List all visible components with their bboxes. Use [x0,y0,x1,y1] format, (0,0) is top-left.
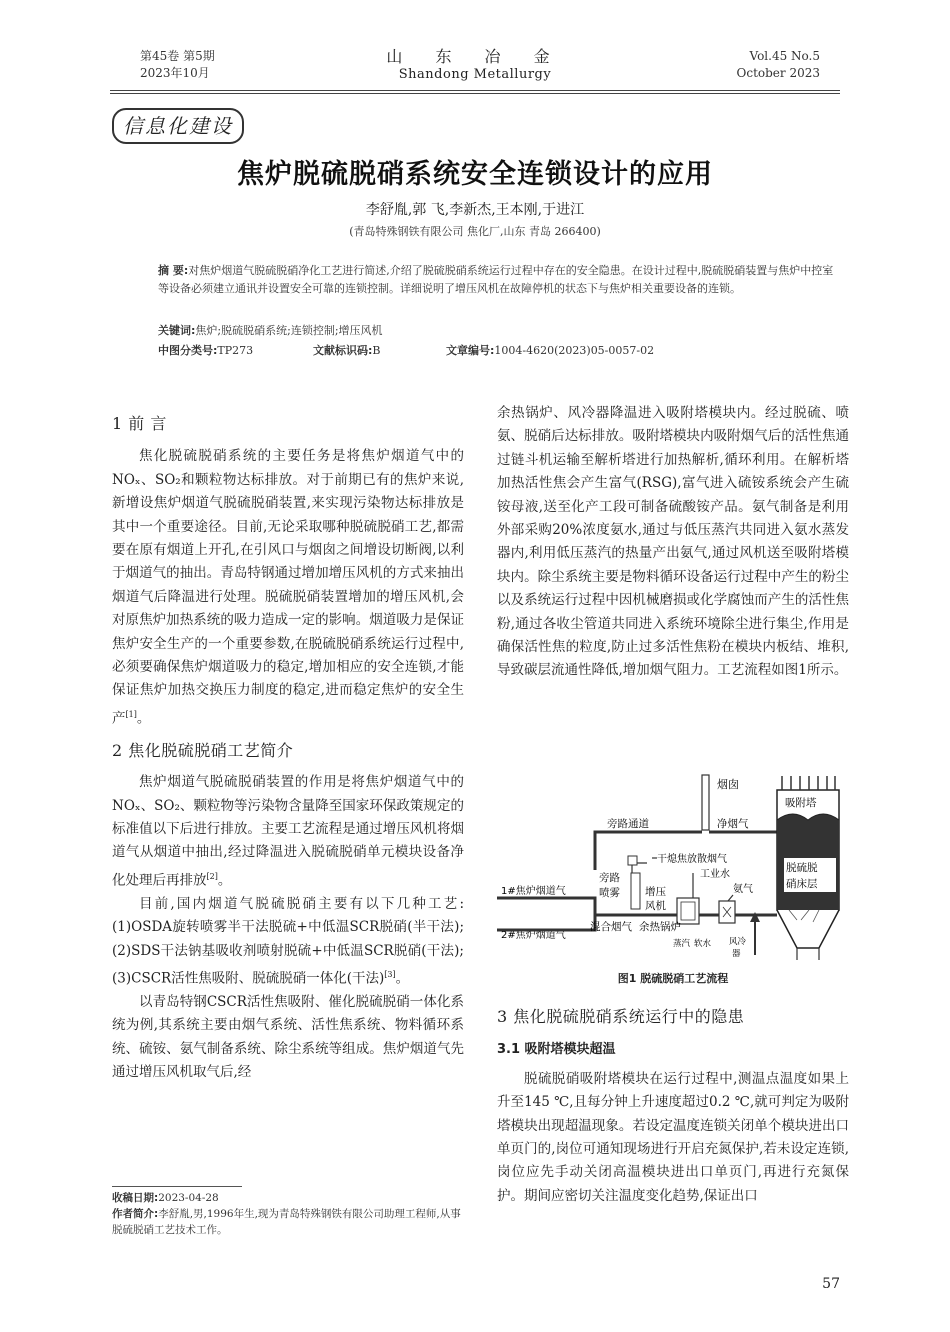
article-number-value: 1004-4620(2023)05-0057-02 [494,344,655,357]
section-3-paragraph: 脱硫脱硝吸附塔模块在运行过程中,测温点温度如果上升至145 ℃,且每分钟上升速度超过0.2 ℃,就可判定为吸附塔模块出现超温现象。若设定温度连锁关闭单个模块进出口单页门的,岗位可通知现场进行开启充氮保护,若未设定连锁,岗位应先手动关闭高温模块进出口单页门,再进行充氮保护。期间应密切关注温度变化趋势,保证出口 [497,1070,849,1204]
clc-label: 中图分类号: [158,344,218,357]
abstract [158,262,838,298]
mixed-gas-label: 混合烟气 [590,921,632,933]
adsorber-label: 吸附塔 [785,797,817,809]
author-bio-label: 作者简介: [112,1208,159,1220]
header-left [140,48,215,82]
industrial-water-label: 工业水 [700,869,730,880]
issue-date: 2023年10月 [140,66,210,80]
coke-bed-label-1: 脱硫脱 [786,862,818,874]
right-paragraph-1: 余热锅炉、风冷器降温进入吸附塔模块内。经过脱硫、喷氨、脱硝后达标排放。吸附塔模块内吸附烟气后的活性焦通过链斗机运输至解析塔进行加热解析,循环利用。在解析塔加热活性焦会产生富气(RSG),富气进入硫铵系统会产生硫铵母液,送至化产工段可制备硫酸铵产品。氨气制备是利用外部采购20%浓度氨水,通过与低压蒸汽共同进入氨水蒸发器内,利用低压蒸汽的热量产出氨气,通过风机送至吸附塔模块内。除尘系统主要是物料循环设备运行过程中产生的粉尘以及系统运行过程中因机械磨损或化学腐蚀而产生的活性焦粉,通过各收尘管道共同进入系统环境除尘进行集尘,作用是确保活性焦的粒度,防止过多活性焦粉在模块内板结、堆积,导致碳层流通性降低,增加烟气阻力。工艺流程如图1所示。 [497,405,849,679]
header-rule [110,90,840,91]
journal-name-cn: 山 东 冶 金 [386,47,564,66]
process-flow-figure [497,770,849,965]
coke-bed-label-2: 硝床层 [786,878,818,890]
received-label: 收稿日期: [112,1192,159,1204]
section-2-paragraph-1: 焦炉烟道气脱硫脱硝装置的作用是将焦炉烟道气中的NOₓ、SO₂、颗粒物等污染物含量降至国家环保政策规定的标准值以下后进行排放。主要工艺流程是通过增压风机将烟道气从烟道中抽出,经过降温进入脱硫脱硝单元模块设备净化处理后再排放[2]。 [112,774,464,889]
issue-date-en: October 2023 [736,66,820,80]
steam-label: 蒸汽 [673,939,691,949]
volume-issue: 第45卷 第5期 [140,49,215,63]
dry-quench-label: 干熄焦放散烟气 [657,854,727,865]
clc-value: TP273 [217,344,254,357]
chimney-label: 烟囱 [717,778,739,791]
header-right [640,48,820,82]
received-date: 2023-04-28 [158,1192,219,1204]
keywords-label: 关键词: [158,324,196,337]
classification-line [158,342,838,360]
affiliation: (青岛特殊钢铁有限公司 焦化厂,山东 青岛 266400) [349,225,601,238]
ammonia-label: 氨气 [733,884,753,895]
air-cooler-label-1: 风冷 [729,937,747,947]
abstract-text: 对焦炉烟道气脱硫脱硝净化工艺进行简述,介绍了脱硫脱硝系统运行过程中存在的安全隐患。在设计过程中,脱硫脱硝装置与焦炉中控室等设备必须建立通讯并设置安全可靠的连锁控制。详细说明了增压风机在故障停机的状态下与焦炉相关重要设备的连锁。 [158,264,834,295]
keywords-text: 焦炉;脱硫脱硝系统;连锁控制;增压风机 [195,324,383,337]
section-1-paragraph: 焦化脱硫脱硝系统的主要任务是将焦炉烟道气中的NOₓ、SO₂和颗粒物达标排放。对于前期已有的焦炉来说,新增设焦炉烟道气脱硫脱硝装置,来实现污染物达标排放是其中一个重要途径。目前,无论采取哪种脱硫脱硝工艺,都需要在原有烟道上开孔,在引风口与烟囱之间增设切断阀,以利于烟道气的抽出。青岛特钢通过增加增压风机的方式来抽出烟道气后降温进行处理。脱硫脱硝装置增加的增压风机,会对原焦炉加热系统的吸力造成一定的影响。烟道吸力是保证焦炉安全生产的一个重要参数,在脱硫脱硝系统运行过程中,必须要确保焦炉烟道吸力的稳定,增加相应的安全连锁,才能保证焦炉加热交换压力制度的稳定,进而稳定焦炉的安全生产[1]。 [112,448,464,727]
section-2-paragraph-3: 以青岛特钢CSCR活性焦吸附、催化脱硫脱硝一体化系统为例,其系统主要由烟气系统、活性焦系统、物料循环系统、硫铵、氨气制备系统、除尘系统等组成。焦炉烟道气先通过增压风机取气后,经 [112,993,464,1081]
valve-icon [628,856,637,865]
tower-top-pipes [782,776,835,790]
keywords [158,322,838,340]
air-cooler-label-2: 器 [732,949,741,959]
volume-issue-en: Vol.45 No.5 [749,49,820,63]
bypass-spray-label-2: 喷雾 [599,887,620,899]
section-2-heading: 2 焦化脱硫脱硝工艺简介 [112,740,294,760]
clean-gas-label: 净烟气 [717,818,749,830]
doc-code-value: B [372,344,381,357]
soft-water-label: 软水 [694,939,712,949]
header-rule-2 [110,93,840,94]
authors: 李舒胤,郭 飞,李新杰,王本刚,于进江 [365,202,585,218]
author-bio: 李舒胤,男,1996年生,现为青岛特殊钢铁有限公司助理工程师,从事脱硫脱硝工艺技术工作。 [112,1208,461,1236]
flue1-label: 1#焦炉烟道气 [501,886,566,897]
fan-label-2: 风机 [645,900,666,912]
abstract-label: 摘 要: [158,264,189,277]
section-2-paragraph-2: 目前,国内烟道气脱硫脱硝主要有以下几种工艺:(1)OSDA旋转喷雾半干法脱硫+中低温SCR脱硝(半干法);(2)SDS干法钠基吸收剂喷射脱硫+中低温SCR脱硝(干法);(3)CSCR活性焦吸附、脱硫脱硝一体化(干法)[3]。 [112,895,464,987]
doc-code-label: 文献标识码: [313,344,373,357]
article-number-label: 文章编号: [446,344,495,357]
figure-caption: 图1 脱硫脱硝工艺流程 [617,972,729,985]
column-tag: 信息化建设 [112,108,244,144]
page-number: 57 [822,1276,840,1292]
right-column-top [497,402,849,683]
journal-name-en: Shandong Metallurgy [398,67,552,82]
flue1-duct [497,898,595,915]
footnote [112,1190,464,1238]
fan-label-1: 增压 [645,886,666,898]
footnote-rule [112,1186,242,1187]
article-title: 焦炉脱硫脱硝系统安全连锁设计的应用 [237,159,713,190]
bypass-label: 旁路通道 [607,818,649,830]
flue2-label: 2#焦炉烟道气 [501,930,566,941]
subsection-3-1-heading: 3.1 吸附塔模块超温 [497,1042,616,1058]
boiler-label: 余热锅炉 [639,921,681,933]
tower-hopper [777,910,839,948]
section-1-heading: 1 前 言 [112,414,167,433]
bypass-spray-label-1: 旁路 [599,872,620,884]
fan-column [631,873,640,909]
left-column [112,410,464,1084]
header-center [375,44,575,82]
right-column-bottom [497,1005,849,1208]
section-3-heading: 3 焦化脱硫脱硝系统运行中的隐患 [497,1007,745,1026]
chimney-shape [702,775,709,830]
